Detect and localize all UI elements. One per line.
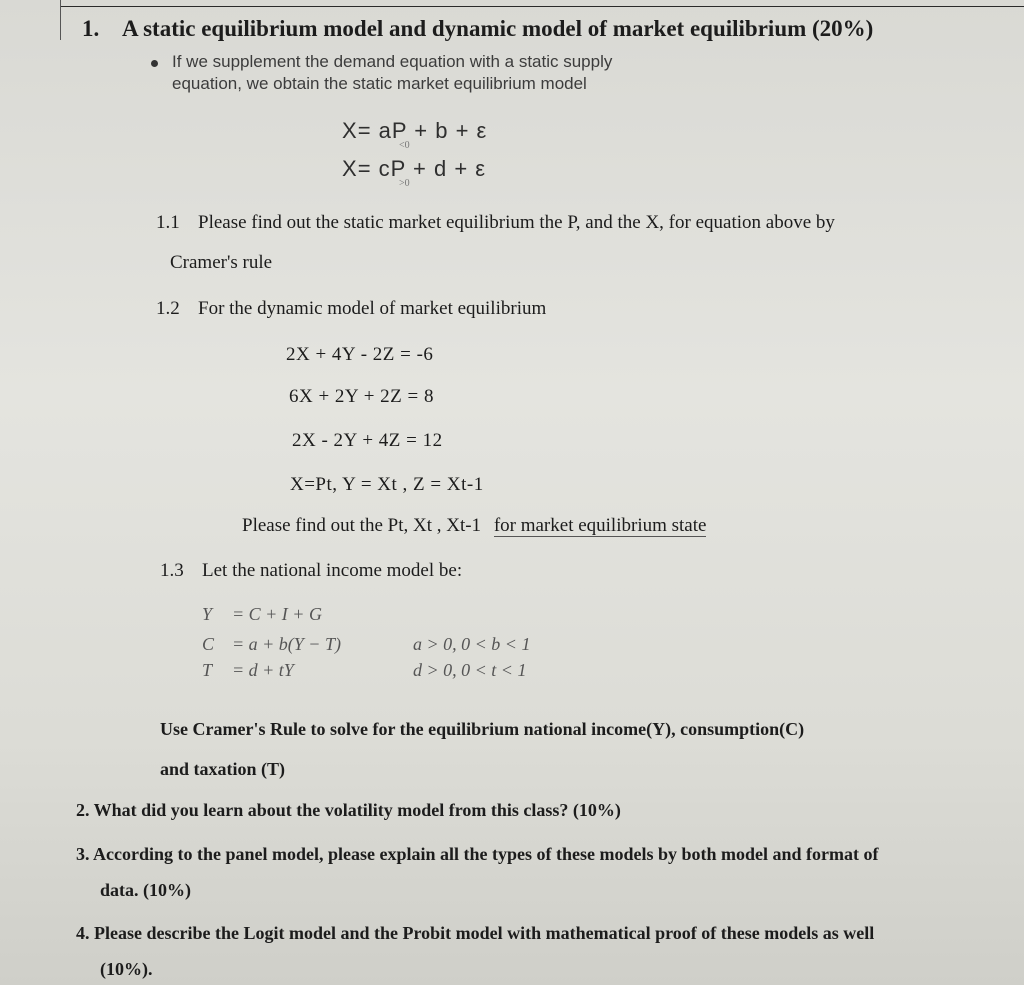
subquestion-1-1-text-cont: Cramer's rule	[170, 252, 273, 273]
question-1-title: A static equilibrium model and dynamic model of market equilibrium (20%)	[122, 16, 874, 41]
supply-equation-rhs: = cP + d + ε	[357, 156, 487, 181]
variable-definitions: X=Pt, Y = Xt , Z = Xt-1	[290, 474, 484, 495]
subquestion-1-1-number: 1.1	[156, 212, 180, 233]
question-4-line-1: 4. Please describe the Logit model and the Probit model with mathematical proof of these models as well	[76, 923, 875, 943]
system-equation-2: 6X + 2Y + 2Z = 8	[289, 386, 434, 407]
subquestion-1-3-text: Let the national income model be:	[202, 560, 463, 581]
demand-equation-rhs: = aP + b + ε	[357, 118, 488, 143]
income-eq-y-lhs: Y	[202, 604, 213, 624]
supply-equation	[342, 156, 486, 182]
page-left-rule	[60, 0, 61, 40]
question-3-line-2: data. (10%)	[100, 880, 191, 900]
question-1-number: 1.	[82, 16, 100, 41]
system-equation-3: 2X - 2Y + 4Z = 12	[292, 430, 443, 451]
income-eq-c-rhs: = a + b(Y − T)	[232, 634, 341, 654]
subquestion-1-2-find-part-2: for market equilibrium state	[493, 515, 707, 536]
bullet-icon	[151, 60, 158, 67]
supply-sign-note: >0	[399, 178, 410, 189]
subquestion-1-2-text: For the dynamic model of market equilibrium	[198, 298, 547, 319]
subquestion-1-2-find-part-1: Please find out the Pt, Xt , Xt-1	[242, 515, 482, 536]
income-eq-t-rhs: = d + tY	[232, 660, 294, 680]
subquestion-1-1-text: Please find out the static market equilibrium the P, and the X, for equation above by	[198, 212, 835, 233]
subquestion-1-2-number: 1.2	[156, 298, 180, 319]
subquestion-1-3-instruction-cont: and taxation (T)	[160, 759, 286, 779]
supply-equation-lhs: X	[342, 156, 358, 181]
income-eq-c-lhs: C	[202, 634, 215, 654]
income-eq-c-condition: a > 0, 0 < b < 1	[413, 634, 531, 654]
subquestion-1-3-instruction: Use Cramer's Rule to solve for the equilibrium national income(Y), consumption(C)	[160, 719, 805, 739]
page-top-rule	[60, 6, 1024, 7]
income-eq-y-rhs: = C + I + G	[232, 604, 322, 624]
subquestion-1-3-number: 1.3	[160, 560, 184, 581]
income-eq-t-lhs: T	[202, 660, 213, 680]
demand-equation	[342, 118, 487, 144]
bullet-text-line-2: equation, we obtain the static market equilibrium model	[172, 74, 587, 93]
subquestion-1-2-find	[242, 515, 706, 537]
bullet-text-line-1: If we supplement the demand equation with a static supply	[172, 52, 613, 71]
demand-sign-note: <0	[399, 140, 410, 151]
demand-equation-lhs: X	[342, 118, 358, 143]
income-eq-t-condition: d > 0, 0 < t < 1	[413, 660, 527, 680]
question-3-line-1: 3. According to the panel model, please explain all the types of these models by both model and format of	[76, 844, 879, 864]
system-equation-1: 2X + 4Y - 2Z = -6	[286, 344, 434, 365]
question-4-line-2: (10%).	[100, 959, 153, 979]
question-2: 2. What did you learn about the volatility model from this class? (10%)	[76, 800, 621, 820]
